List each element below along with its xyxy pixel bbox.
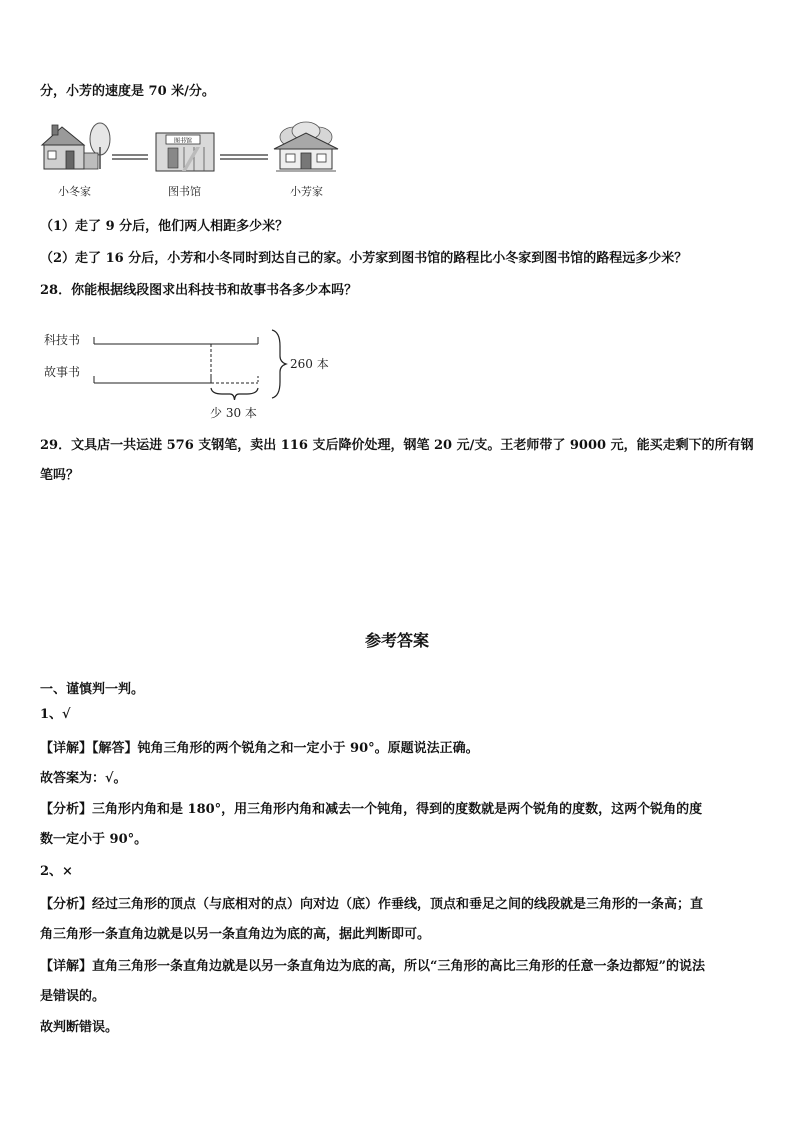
library-icon xyxy=(156,133,214,171)
problem-27-q1: （1）走了 9 分后，他们两人相距多少米？ xyxy=(40,219,289,234)
answer-2-detail-line2: 是错误的。 xyxy=(40,989,106,1004)
answer-2-analysis-line1: 【分析】经过三角形的顶点（与底相对的点）向对边（底）作垂线，顶点和垂足之间的线段就是三角形的一条高；直 xyxy=(40,897,704,912)
problem-27-q2: （2）走了 16 分后，小芳和小冬同时到达自己的家。小芳家到图书馆的路程比小冬家到图书馆的路程远多少米？ xyxy=(40,251,688,266)
answer-2-mark: 2、× xyxy=(40,864,73,879)
problem-29-line1: 29．文具店一共运进 576 支钢笔，卖出 116 支后降价处理，钢笔 20 元/支。王老师带了 9000 元，能买走剩下的所有钢 xyxy=(40,438,754,453)
place-label-xiaodong: 小冬家 xyxy=(58,185,91,198)
route-drawing xyxy=(36,121,346,181)
answer-2-analysis-line2: 角三角形一条直角边就是以另一条直角边为底的高，据此判断即可。 xyxy=(40,927,431,942)
label-science-books: 科技书 xyxy=(44,333,81,347)
route-illustration xyxy=(36,121,346,201)
answers-section-1: 一、谨慎判一判。 xyxy=(40,682,145,697)
answer-1-detail: 【详解】【解答】钝角三角形的两个锐角之和一定小于 90°。原题说法正确。 xyxy=(40,741,479,756)
answer-2-result: 故判断错误。 xyxy=(40,1020,119,1035)
library-sign: 图书馆 xyxy=(173,137,193,145)
label-story-books: 故事书 xyxy=(44,365,81,379)
answers-title: 参考答案 xyxy=(364,631,429,650)
place-label-xiaofang: 小芳家 xyxy=(290,185,323,198)
label-difference: 少 30 本 xyxy=(210,406,257,420)
label-total: 260 本 xyxy=(290,357,329,371)
xiaofang-house-icon xyxy=(274,122,338,171)
answer-1-analysis-line2: 数一定小于 90°。 xyxy=(40,832,148,847)
answer-1-result: 故答案为：√。 xyxy=(40,771,127,786)
segment-drawing xyxy=(36,322,366,426)
problem-28-text: 28．你能根据线段图求出科技书和故事书各多少本吗？ xyxy=(40,283,358,298)
answer-2-detail-line1: 【详解】直角三角形一条直角边就是以另一条直角边为底的高，所以“三角形的高比三角形的任意一条边都短”的说法 xyxy=(40,959,705,974)
problem-27-intro: 分，小芳的速度是 70 米/分。 xyxy=(40,84,215,99)
xiaodong-house-icon xyxy=(42,123,110,169)
place-label-library: 图书馆 xyxy=(168,185,201,198)
segment-diagram xyxy=(36,322,366,426)
problem-29-line2: 笔吗？ xyxy=(40,468,80,483)
answer-1-analysis-line1: 【分析】三角形内角和是 180°，用三角形内角和减去一个钝角，得到的度数就是两个锐角的度数，这两个锐角的度 xyxy=(40,802,703,817)
answer-1-mark: 1、√ xyxy=(40,707,71,722)
